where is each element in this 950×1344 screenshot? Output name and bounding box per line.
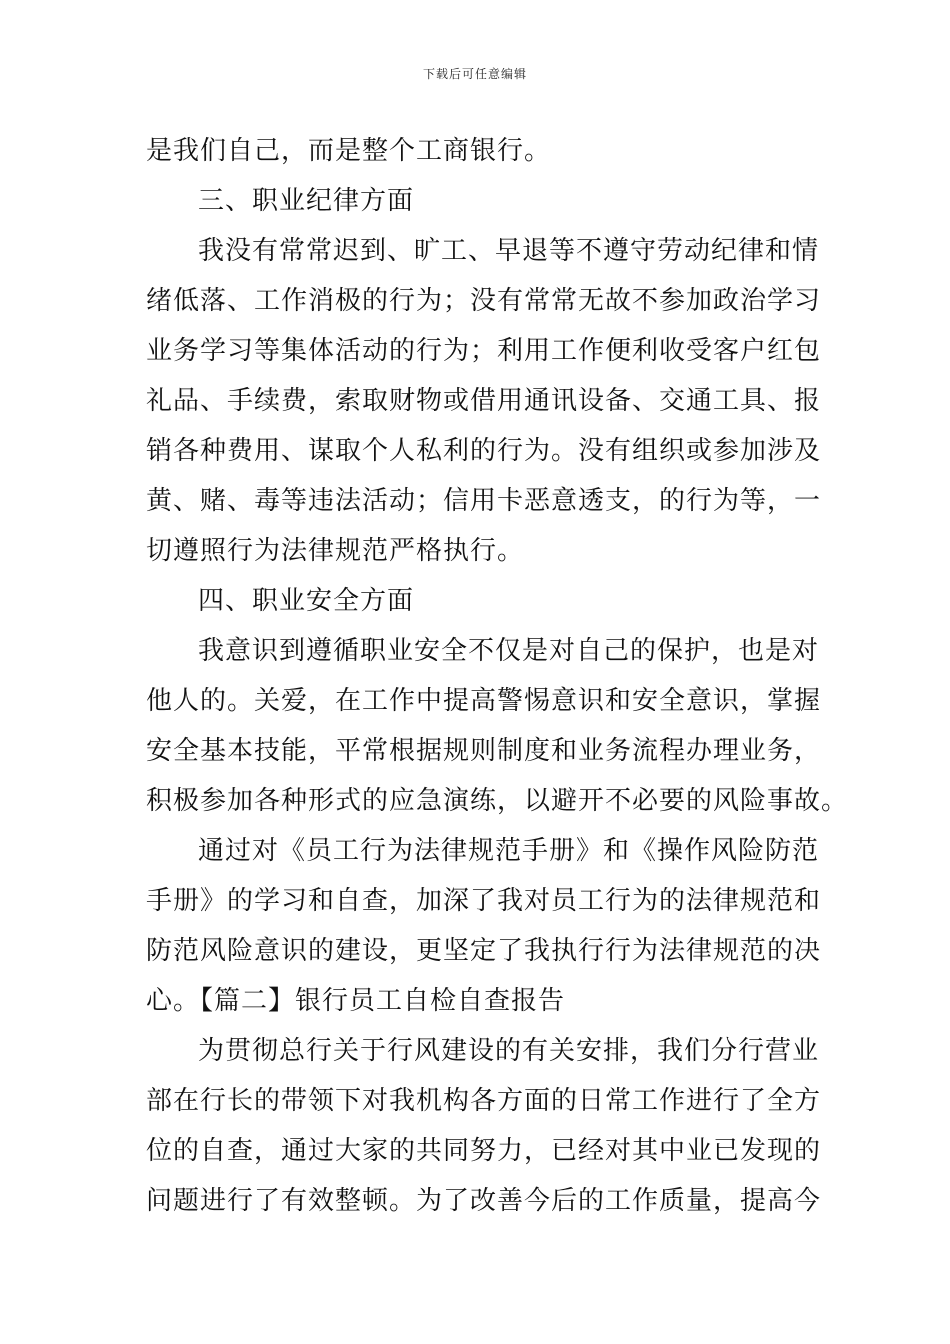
text-line: 礼品、手续费，索取财物或借用通讯设备、交通工具、报 [146,386,822,416]
text-line: 为贯彻总行关于行风建设的有关安排，我们分行营业 [198,1036,820,1066]
text-line: 安全基本技能，平常根据规则制度和业务流程办理业务， [146,736,822,766]
text-line: 三、职业纪律方面 [198,186,415,216]
text-line: 绪低落、工作消极的行为；没有常常无故不参加政治学习 [146,286,822,316]
text-line: 防范风险意识的建设，更坚定了我执行行为法律规范的决 [146,936,822,966]
text-line: 问题进行了有效整顿。为了改善今后的工作质量，提高今 [146,1186,822,1216]
text-line: 位的自查，通过大家的共同努力，已经对其中业已发现的 [146,1136,822,1166]
text-line: 他人的。关爱，在工作中提高警惕意识和安全意识，掌握 [146,686,822,716]
text-line: 黄、赌、毒等违法活动；信用卡恶意透支，的行为等，一 [146,486,822,516]
text-line: 积极参加各种形式的应急演练，以避开不必要的风险事故。 [146,786,849,816]
text-line: 销各种费用、谋取个人私利的行为。没有组织或参加涉及 [146,436,822,466]
text-line: 切遵照行为法律规范严格执行。 [146,536,525,566]
text-line: 业务学习等集体活动的行为；利用工作便利收受客户红包 [146,336,822,366]
text-line: 手册》的学习和自查，加深了我对员工行为的法律规范和 [146,886,822,916]
text-line: 我意识到遵循职业安全不仅是对自己的保护，也是对 [198,636,820,666]
text-line: 四、职业安全方面 [198,586,415,616]
text-line: 通过对《员工行为法律规范手册》和《操作风险防范 [198,836,820,866]
text-line: 我没有常常迟到、旷工、早退等不遵守劳动纪律和情 [198,236,820,266]
page-header: 下载后可任意编辑 [422,67,527,81]
text-line: 部在行长的带领下对我机构各方面的日常工作进行了全方 [146,1086,822,1116]
text-line: 心。【篇二】银行员工自检自查报告 [146,986,566,1016]
text-line: 是我们自己，而是整个工商银行。 [146,136,552,166]
document-body [146,126,849,1226]
